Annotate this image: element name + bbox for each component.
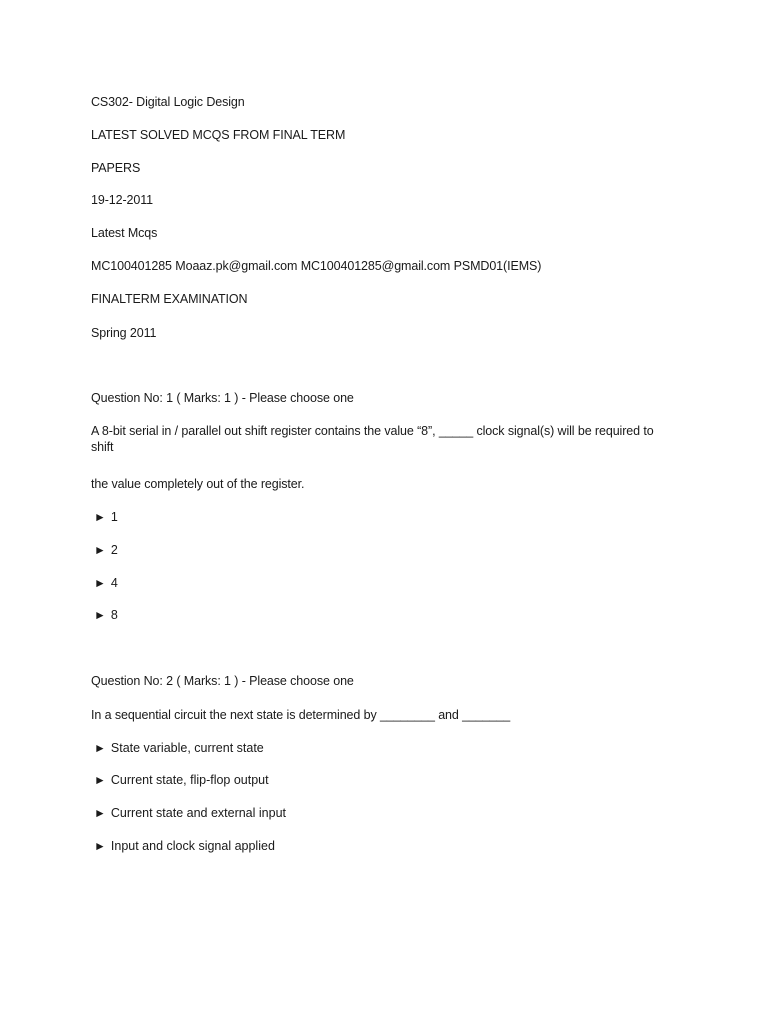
document-date: 19-12-2011 [91,193,154,207]
question-2-header: Question No: 2 ( Marks: 1 ) - Please choose one [91,674,354,688]
bullet-arrow-icon: ► [94,608,106,622]
bullet-arrow-icon: ► [94,741,106,755]
question-1-text-cont: the value completely out of the register. [91,477,305,491]
option-label: 2 [110,543,118,557]
bullet-arrow-icon: ► [94,543,106,557]
bullet-arrow-icon: ► [94,510,106,524]
question-1-option-4[interactable] [94,607,118,623]
question-2-option-2[interactable] [94,772,269,788]
question-1-header: Question No: 1 ( Marks: 1 ) - Please choose one [91,391,354,405]
option-label: 8 [110,608,118,622]
document-subtitle: LATEST SOLVED MCQS FROM FINAL TERM [91,128,346,142]
option-label: Current state, flip-flop output [110,773,269,787]
question-1-text: A 8-bit serial in / parallel out shift register contains the value “8”, _____ clock signal(s) will be required to shift [91,424,654,454]
question-2-option-3[interactable] [94,805,286,821]
bullet-arrow-icon: ► [94,839,106,853]
question-1-option-1[interactable] [94,509,118,525]
question-2-option-4[interactable] [94,838,275,854]
course-title: CS302- Digital Logic Design [91,95,245,109]
option-label: 1 [110,510,118,524]
document-subtitle-2: PAPERS [91,161,141,175]
bullet-arrow-icon: ► [94,576,106,590]
bullet-arrow-icon: ► [94,773,106,787]
bullet-arrow-icon: ► [94,806,106,820]
exam-title: FINALTERM EXAMINATION [91,292,248,306]
question-1-option-2[interactable] [94,542,118,558]
contact-line: MC100401285 Moaaz.pk@gmail.com MC100401285@gmail.com PSMD01(IEMS) [91,259,542,273]
option-label: Input and clock signal applied [110,839,275,853]
option-label: 4 [110,576,118,590]
exam-term: Spring 2011 [91,326,157,340]
option-label: Current state and external input [110,806,286,820]
section-heading: Latest Mcqs [91,226,158,240]
question-2-text: In a sequential circuit the next state is determined by ________ and _______ [91,708,511,722]
question-2-option-1[interactable] [94,740,264,756]
question-1-option-3[interactable] [94,575,118,591]
option-label: State variable, current state [110,741,264,755]
